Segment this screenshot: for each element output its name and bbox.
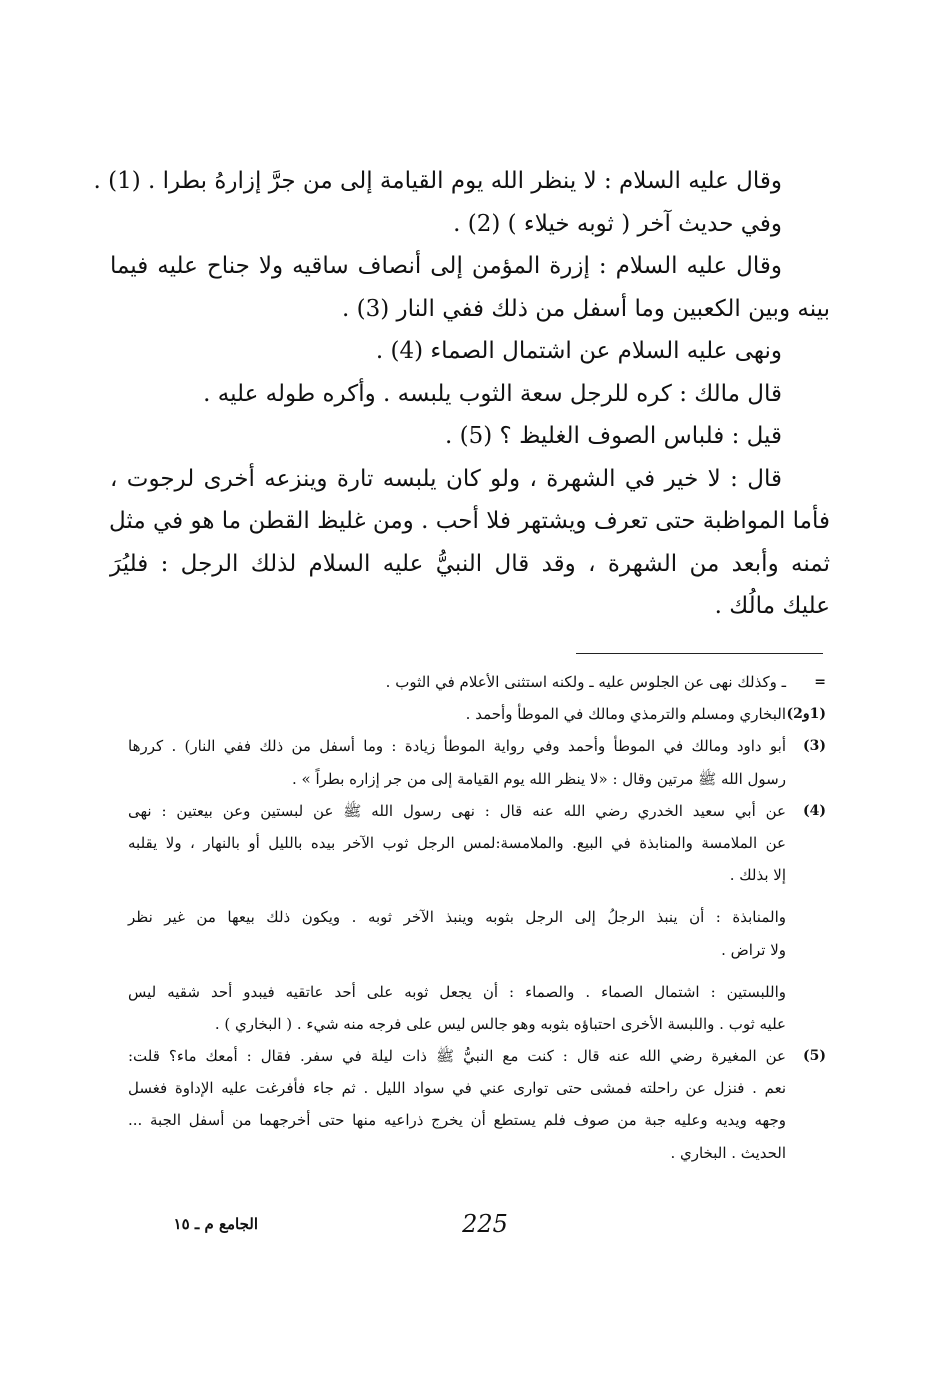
text-line: قيل : فلباس الصوف الغليظ ؟ (5) .	[445, 423, 782, 449]
footnote-line: ـ وكذلك نهى عن الجلوس عليه ـ ولكنه استثنى الأعلام في الثوب .	[385, 673, 786, 691]
footnote-1-2	[128, 698, 826, 730]
text-line: قال مالك : كره للرجل سعة الثوب يلبسه . وأكره طوله عليه .	[203, 380, 782, 407]
footnote-line: ولا تراض .	[721, 940, 786, 959]
page-number: 225	[462, 1210, 508, 1238]
footnote-number: (5)	[803, 1048, 826, 1065]
main-text	[93, 160, 830, 628]
text-line: وقال عليه السلام : لا ينظر الله يوم القيامة إلى من جرَّ إزارهُ بطرا . (1) .	[93, 168, 782, 194]
text-line: وقال عليه السلام : إزرة المؤمن إلى أنصاف ساقيه ولا جناح عليه فيما	[110, 253, 782, 279]
text-line: قال : لا خير في الشهرة ، ولو كان يلبسه تارة وينزعه أخرى لرجوت ،	[110, 465, 782, 492]
footnote-divider	[576, 653, 823, 654]
footnote-line: واللبستين : اشتمال الصماء . والصماء : أن يجعل ثوبه على أحد عاتقيه فيبدو أحد شقيه ليس	[128, 982, 786, 1001]
text-line: عليك مالُك .	[714, 593, 830, 619]
footnote-number: (3)	[803, 738, 826, 755]
footnote-continuation	[128, 666, 826, 698]
text-line: وفي حديث آخر ( ثوبه خيلاء ) (2) .	[453, 210, 782, 237]
footnote-line: عن الملامسة والمنابذة في البيع. والملامسة:لمس الرجل ثوب الآخر بيده بالليل أو بالنهار ، ولا يقلبه	[128, 833, 786, 852]
footnote-line: نعم . فنزل عن راحلته فمشى حتى توارى عني في سواد الليل . ثم جاء فأفرغت عليه الإداوة فغسل	[128, 1079, 786, 1098]
text-line: ثمنه وأبعد من الشهرة ، وقد قال النبيُّ عليه السلام لذلك الرجل : فليُرَ	[110, 550, 830, 577]
footnotes	[128, 666, 826, 1169]
footnote-line: الحديث . البخاري .	[670, 1143, 786, 1162]
text-line: ونهى عليه السلام عن اشتمال الصماء (4) .	[375, 338, 782, 364]
footnote-line: عن المغيرة رضي الله عنه قال : كنت مع النبيُّ ﷺ ذات ليلة في سفر. فقال : أمعك ماء؟ قلت:	[128, 1047, 786, 1066]
footnote-line: عليه ثوب . واللبسة الأخرى احتباؤه بثوبه وهو جالس ليس على فرجه منه شيء . ( البخاري ) .	[214, 1014, 786, 1033]
text-line: فأما المواظبة حتى تعرف ويشتهر فلا أحب . ومن غليظ القطن ما هو في مثل	[108, 508, 830, 534]
footnote-number: (4)	[803, 802, 826, 819]
footnote-line: عن أبي سعيد الخدري رضي الله عنه قال : نهى رسول الله ﷺ عن لبستين وعن بيعتين : نهى	[128, 801, 786, 820]
footnote-3	[128, 730, 826, 794]
signature-mark: الجامع م ـ ١٥	[173, 1215, 258, 1233]
footnote-line: والمنابذة : أن ينبذ الرجلُ إلى الرجل بثوبه وينبذ الآخر ثوبه . ويكون ذلك بيعها من غير نظر	[128, 908, 786, 927]
footnote-5	[128, 1040, 826, 1169]
text-line: بينه وبين الكعبين وما أسفل من ذلك ففي النار (3) .	[341, 295, 830, 322]
footnote-marker: =	[814, 674, 826, 690]
footnote-line: إلا بذلك .	[729, 866, 786, 885]
footnote-4	[128, 795, 826, 1040]
footnote-number: (1و2)	[786, 706, 826, 723]
footnote-line: وجهه ويديه وعليه جبة من صوف فلم يستطع أن يخرج ذراعيه منها حتى أخرجهما من أسفل الجبة ...	[128, 1111, 786, 1130]
footnote-line: أبو داود ومالك في الموطأ وأحمد وفي رواية الموطأ زيادة : وما أسفل من ذلك ففي النار) . كررها	[128, 737, 786, 756]
footnote-line: البخاري ومسلم والترمذي ومالك في الموطأ وأحمد .	[465, 705, 786, 724]
footnote-line: رسول الله ﷺ مرتين وقال : «لا ينظر الله يوم القيامة إلى من جر إزاره بطراً » .	[291, 769, 786, 788]
